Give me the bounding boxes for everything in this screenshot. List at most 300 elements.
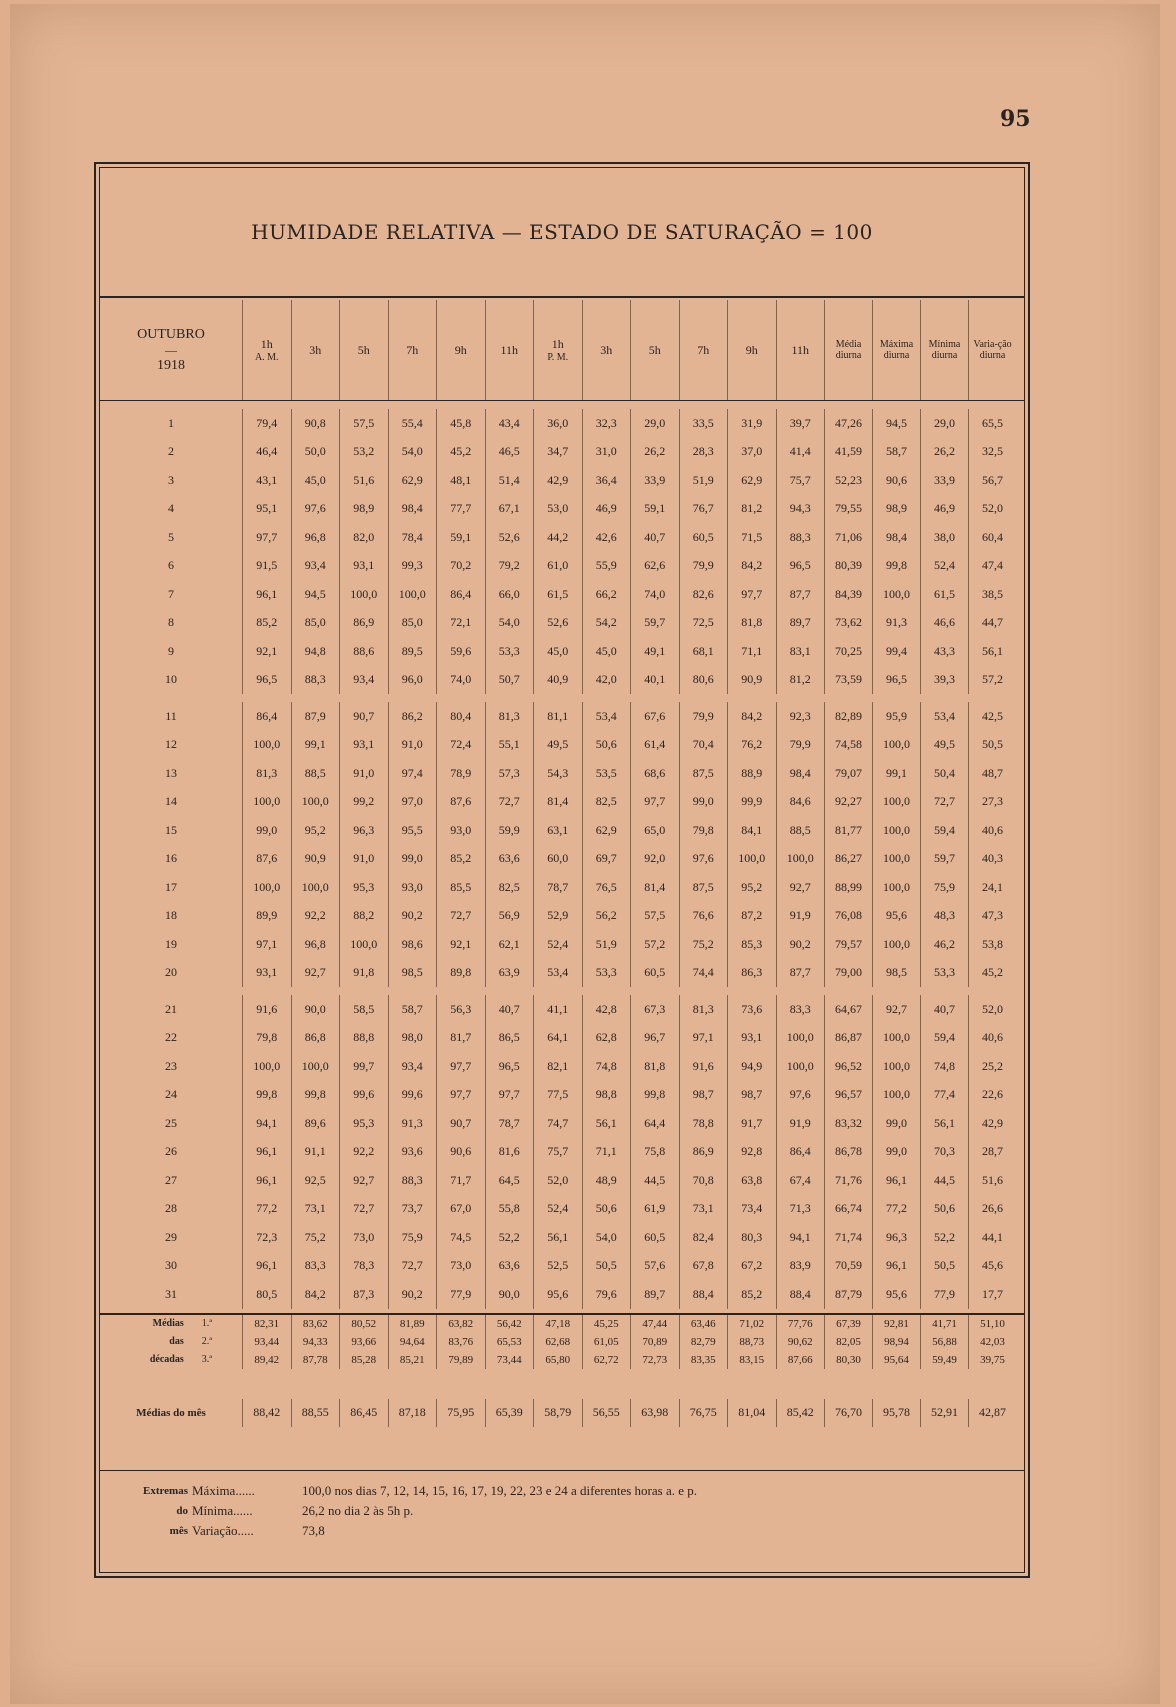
table-cell: 91,9 (776, 1109, 825, 1138)
row-label: 1 (168, 415, 174, 430)
table-row (100, 552, 1025, 581)
table-cell: 100,0 (727, 845, 776, 874)
table-cell: 34,7 (533, 438, 582, 467)
table-cell: 97,6 (291, 495, 340, 524)
decade-word: das (169, 1336, 184, 1347)
table-cell: 70,3 (920, 1138, 968, 1167)
row-label: 31 (165, 1286, 177, 1301)
table-cell: 80,6 (679, 666, 728, 695)
table-cell: 92,2 (291, 902, 340, 931)
table-cell: 90,7 (339, 702, 388, 731)
table-cell: 62,9 (582, 816, 631, 845)
maxima-header: Máxima diurna (872, 300, 920, 400)
table-cell: 42,5 (968, 702, 1016, 731)
table-cell: 88,2 (339, 902, 388, 931)
row-label: 30 (165, 1258, 177, 1273)
table-cell: 96,3 (339, 816, 388, 845)
table-cell: 79,57 (824, 930, 872, 959)
table-cell: 46,6 (920, 609, 968, 638)
row-label: 29 (165, 1229, 177, 1244)
table-cell: 88,55 (291, 1399, 340, 1428)
table-cell: 96,0 (388, 666, 437, 695)
table-cell: 80,4 (436, 702, 485, 731)
hour-label: 11h (500, 342, 519, 357)
table-cell: 87,3 (339, 1280, 388, 1309)
table-cell: 79,00 (824, 959, 872, 988)
table-cell: 45,0 (582, 637, 631, 666)
table-cell: 100,0 (339, 580, 388, 609)
decade-cell: 94,33 (291, 1333, 340, 1351)
table-cell: 88,3 (291, 666, 340, 695)
decade-ordinal: 2.ª (201, 1336, 212, 1347)
decade-cell: 41,71 (920, 1315, 968, 1333)
table-cell: 53,3 (485, 637, 534, 666)
table-cell: 61,9 (630, 1195, 679, 1224)
table-cell: 72,7 (485, 788, 534, 817)
extreme-row (100, 1521, 1025, 1541)
hour-label: 7h (406, 342, 419, 357)
table-cell: 92,7 (872, 995, 920, 1024)
decade-cell: 88,73 (727, 1333, 776, 1351)
table-cell: 58,7 (872, 438, 920, 467)
table-cell: 91,0 (339, 845, 388, 874)
table-cell: 79,55 (824, 495, 872, 524)
table-cell: 86,9 (679, 1138, 728, 1167)
table-cell: 77,5 (533, 1081, 582, 1110)
table-cell: 27,3 (968, 788, 1016, 817)
table-cell: 54,0 (388, 438, 437, 467)
hour-header-7 (533, 300, 582, 400)
table-cell: 72,5 (679, 609, 728, 638)
decade-cell: 85,28 (339, 1351, 388, 1369)
table-cell: 64,1 (533, 1024, 582, 1053)
table-cell: 97,7 (630, 788, 679, 817)
row-label: 17 (165, 879, 177, 894)
table-cell: 45,2 (968, 959, 1016, 988)
table-cell: 59,1 (630, 495, 679, 524)
table-cell: 88,6 (339, 637, 388, 666)
table-cell: 70,2 (436, 552, 485, 581)
table-frame-inner (99, 167, 1025, 1573)
table-cell: 96,1 (242, 1252, 291, 1281)
table-cell: 86,2 (388, 702, 437, 731)
table-cell: 75,95 (436, 1399, 485, 1428)
hour-label: 1h (260, 337, 273, 351)
table-cell: 44,1 (968, 1223, 1016, 1252)
row-label: 11 (165, 708, 177, 723)
hour-label: 5h (648, 342, 661, 357)
table-cell: 91,0 (388, 731, 437, 760)
table-cell: 67,4 (776, 1166, 825, 1195)
table-cell: 42,0 (582, 666, 631, 695)
table-cell: 70,8 (679, 1166, 728, 1195)
table-cell: 57,2 (968, 666, 1016, 695)
table-cell: 92,27 (824, 788, 872, 817)
table-cell: 100,0 (291, 873, 340, 902)
table-cell: 52,5 (533, 1252, 582, 1281)
table-cell: 88,4 (776, 1280, 825, 1309)
table-cell: 56,55 (582, 1399, 631, 1428)
table-frame (94, 162, 1030, 1578)
decade-cell: 73,44 (485, 1351, 534, 1369)
table-cell: 99,6 (339, 1081, 388, 1110)
table-cell: 51,9 (582, 930, 631, 959)
table-cell: 98,4 (388, 495, 437, 524)
table-cell: 75,9 (920, 873, 968, 902)
table-cell: 62,6 (630, 552, 679, 581)
extreme-key: Máxima...... (192, 1483, 255, 1498)
table-cell: 53,8 (968, 930, 1016, 959)
table-cell: 96,1 (872, 1166, 920, 1195)
table-cell: 50,6 (920, 1195, 968, 1224)
decade-cell: 59,49 (920, 1351, 968, 1369)
table-row (100, 816, 1025, 845)
page-number: 95 (1000, 106, 1031, 132)
table-cell: 97,1 (242, 930, 291, 959)
table-cell: 54,0 (582, 1223, 631, 1252)
table-cell: 88,9 (727, 759, 776, 788)
row-label: 15 (165, 822, 177, 837)
table-cell: 43,3 (920, 637, 968, 666)
table-cell: 100,0 (776, 1024, 825, 1053)
table-cell: 100,0 (872, 816, 920, 845)
table-cell: 68,6 (630, 759, 679, 788)
table-cell: 62,1 (485, 930, 534, 959)
table-cell: 81,3 (679, 995, 728, 1024)
table-cell: 91,9 (776, 902, 825, 931)
decade-cell: 61,05 (582, 1333, 631, 1351)
table-cell: 41,4 (776, 438, 825, 467)
table-cell: 98,6 (388, 930, 437, 959)
row-label: 6 (168, 558, 174, 573)
table-cell: 55,8 (485, 1195, 534, 1224)
table-title: HUMIDADE RELATIVA — ESTADO DE SATURAÇÃO = 100 (251, 220, 873, 244)
table-cell: 92,1 (242, 637, 291, 666)
table-cell: 52,9 (533, 902, 582, 931)
table-cell: 95,3 (339, 1109, 388, 1138)
table-cell: 56,9 (485, 902, 534, 931)
table-cell: 85,2 (727, 1280, 776, 1309)
table-cell: 90,6 (872, 466, 920, 495)
table-cell: 86,78 (824, 1138, 872, 1167)
table-cell: 86,4 (436, 580, 485, 609)
table-cell: 81,1 (533, 702, 582, 731)
table-cell: 71,1 (582, 1138, 631, 1167)
extreme-value: 73,8 (302, 1523, 325, 1538)
table-cell: 46,9 (582, 495, 631, 524)
table-cell: 85,5 (436, 873, 485, 902)
media-header: Média diurna (824, 300, 872, 400)
table-cell: 59,4 (920, 1024, 968, 1053)
table-cell: 96,57 (824, 1081, 872, 1110)
table-cell: 89,6 (291, 1109, 340, 1138)
table-cell: 43,1 (242, 466, 291, 495)
am-label: A. M. (254, 352, 279, 363)
table-cell: 83,3 (776, 995, 825, 1024)
table-cell: 55,9 (582, 552, 631, 581)
table-cell: 17,7 (968, 1280, 1016, 1309)
table-cell: 77,9 (436, 1280, 485, 1309)
table-cell: 82,1 (533, 1052, 582, 1081)
table-cell: 92,1 (436, 930, 485, 959)
table-cell: 93,1 (339, 731, 388, 760)
table-cell: 70,59 (824, 1252, 872, 1281)
table-cell: 64,5 (485, 1166, 534, 1195)
table-row (100, 1024, 1025, 1053)
table-cell: 93,4 (388, 1052, 437, 1081)
table-cell: 81,8 (727, 609, 776, 638)
table-cell: 59,7 (920, 845, 968, 874)
decade-cell: 95,64 (872, 1351, 920, 1369)
table-cell: 60,4 (968, 523, 1016, 552)
table-cell: 26,6 (968, 1195, 1016, 1224)
table-cell: 86,27 (824, 845, 872, 874)
table-cell: 97,7 (436, 1081, 485, 1110)
table-cell: 71,7 (436, 1166, 485, 1195)
table-cell: 82,0 (339, 523, 388, 552)
table-cell: 84,2 (291, 1280, 340, 1309)
table-cell: 94,3 (776, 495, 825, 524)
table-row (100, 1138, 1025, 1167)
table-cell: 88,3 (388, 1166, 437, 1195)
table-cell: 90,9 (291, 845, 340, 874)
table-cell: 92,2 (339, 1138, 388, 1167)
table-cell: 73,6 (727, 995, 776, 1024)
table-cell: 79,4 (242, 409, 291, 438)
decade-cell: 47,18 (533, 1315, 582, 1333)
table-cell: 77,2 (872, 1195, 920, 1224)
decade-cell: 87,78 (291, 1351, 340, 1369)
table-cell: 73,62 (824, 609, 872, 638)
table-cell: 86,45 (339, 1399, 388, 1428)
table-cell: 93,1 (242, 959, 291, 988)
table-row (100, 930, 1025, 959)
table-cell: 79,9 (679, 702, 728, 731)
table-row (100, 637, 1025, 666)
table-cell: 96,1 (872, 1252, 920, 1281)
table-cell: 59,9 (485, 816, 534, 845)
table-cell: 40,6 (968, 1024, 1016, 1053)
table-cell: 59,4 (920, 816, 968, 845)
table-cell: 100,0 (776, 845, 825, 874)
hour-header-12 (776, 300, 825, 400)
table-cell: 78,9 (436, 759, 485, 788)
decade-cell: 83,35 (679, 1351, 728, 1369)
table-cell: 42,6 (582, 523, 631, 552)
hour-label: 3h (600, 342, 613, 357)
table-cell: 96,8 (291, 523, 340, 552)
table-cell: 94,5 (872, 409, 920, 438)
table-cell: 93,4 (339, 666, 388, 695)
pm-label: P. M. (547, 352, 569, 363)
table-cell: 80,39 (824, 552, 872, 581)
hour-header-8 (582, 300, 631, 400)
table-cell: 40,3 (968, 845, 1016, 874)
table-cell: 91,5 (242, 552, 291, 581)
table-cell: 69,7 (582, 845, 631, 874)
table-cell: 86,5 (485, 1024, 534, 1053)
table-cell: 71,3 (776, 1195, 825, 1224)
month-extremes (100, 1470, 1025, 1541)
table-cell: 41,1 (533, 995, 582, 1024)
decade-cell: 71,02 (727, 1315, 776, 1333)
table-cell: 40,1 (630, 666, 679, 695)
table-cell: 99,1 (872, 759, 920, 788)
table-cell: 81,3 (242, 759, 291, 788)
table-cell: 95,3 (339, 873, 388, 902)
table-cell: 99,0 (242, 816, 291, 845)
row-label: 4 (168, 501, 174, 516)
table-cell: 57,5 (630, 902, 679, 931)
table-cell: 57,2 (630, 930, 679, 959)
table-cell: 25,2 (968, 1052, 1016, 1081)
decade-cell: 79,89 (436, 1351, 485, 1369)
decade-cell: 63,46 (679, 1315, 728, 1333)
table-cell: 71,76 (824, 1166, 872, 1195)
table-cell: 37,0 (727, 438, 776, 467)
table-cell: 90,2 (388, 1280, 437, 1309)
table-cell: 87,5 (679, 873, 728, 902)
table-cell: 95,78 (872, 1399, 920, 1428)
table-cell: 52,6 (485, 523, 534, 552)
decade-cell: 63,82 (436, 1315, 485, 1333)
table-cell: 72,7 (388, 1252, 437, 1281)
table-cell: 76,5 (582, 873, 631, 902)
table-cell: 73,0 (436, 1252, 485, 1281)
table-cell: 79,6 (582, 1280, 631, 1309)
table-cell: 91,7 (727, 1109, 776, 1138)
table-cell: 45,8 (436, 409, 485, 438)
table-row (100, 438, 1025, 467)
table-cell: 55,4 (388, 409, 437, 438)
table-cell: 67,3 (630, 995, 679, 1024)
table-cell: 95,6 (872, 1280, 920, 1309)
table-cell: 90,7 (436, 1109, 485, 1138)
table-cell: 98,4 (872, 523, 920, 552)
table-cell: 96,1 (242, 580, 291, 609)
table-cell: 42,87 (968, 1399, 1016, 1428)
table-cell: 53,3 (582, 959, 631, 988)
table-cell: 38,5 (968, 580, 1016, 609)
decade-cell: 92,81 (872, 1315, 920, 1333)
row-label: 19 (165, 936, 177, 951)
table-cell: 96,1 (242, 1138, 291, 1167)
table-cell: 76,6 (679, 902, 728, 931)
table-row (100, 759, 1025, 788)
table-cell: 61,0 (533, 552, 582, 581)
table-cell: 53,5 (582, 759, 631, 788)
table-cell: 54,0 (485, 609, 534, 638)
table-cell: 72,7 (436, 902, 485, 931)
table-cell: 88,5 (291, 759, 340, 788)
table-row (100, 1052, 1025, 1081)
table-cell: 84,6 (776, 788, 825, 817)
table-cell: 78,3 (339, 1252, 388, 1281)
table-cell: 76,2 (727, 731, 776, 760)
hour-header-1 (242, 300, 291, 400)
table-cell: 63,1 (533, 816, 582, 845)
month-mean-row (100, 1399, 1025, 1428)
table-cell: 74,0 (436, 666, 485, 695)
table-cell: 88,4 (679, 1280, 728, 1309)
table-cell: 28,7 (968, 1138, 1016, 1167)
table-cell: 67,0 (436, 1195, 485, 1224)
table-cell: 85,2 (242, 609, 291, 638)
table-cell: 90,2 (776, 930, 825, 959)
table-cell: 44,2 (533, 523, 582, 552)
table-cell: 86,87 (824, 1024, 872, 1053)
table-cell: 33,5 (679, 409, 728, 438)
row-label: 23 (165, 1058, 177, 1073)
extreme-row (100, 1481, 1025, 1501)
variacao-header: Varia-ção diurna (968, 300, 1016, 400)
hour-header-3 (339, 300, 388, 400)
table-cell: 57,5 (339, 409, 388, 438)
table-cell: 50,0 (291, 438, 340, 467)
row-label: 21 (165, 1001, 177, 1016)
decades-block (100, 1313, 1025, 1369)
table-cell: 61,4 (630, 731, 679, 760)
table-cell: 59,1 (436, 523, 485, 552)
table-cell: 95,6 (872, 902, 920, 931)
table-cell: 96,5 (242, 666, 291, 695)
table-cell: 99,3 (388, 552, 437, 581)
row-label: 22 (165, 1030, 177, 1045)
table-cell: 56,1 (582, 1109, 631, 1138)
table-row (100, 995, 1025, 1024)
table-cell: 56,1 (533, 1223, 582, 1252)
table-cell: 61,5 (920, 580, 968, 609)
decade-cell: 72,73 (630, 1351, 679, 1369)
table-cell: 71,1 (727, 637, 776, 666)
table-cell: 82,5 (582, 788, 631, 817)
table-cell: 84,2 (727, 552, 776, 581)
decade-ordinal: 1.ª (201, 1318, 212, 1329)
table-cell: 88,5 (776, 816, 825, 845)
table-cell: 82,6 (679, 580, 728, 609)
hour-label: 9h (454, 342, 467, 357)
table-cell: 46,2 (920, 930, 968, 959)
table-cell: 87,5 (679, 759, 728, 788)
table-cell: 45,6 (968, 1252, 1016, 1281)
table-cell: 98,8 (582, 1081, 631, 1110)
table-cell: 99,6 (388, 1081, 437, 1110)
table-cell: 96,5 (776, 552, 825, 581)
table-cell: 75,2 (291, 1223, 340, 1252)
table-cell: 89,7 (630, 1280, 679, 1309)
table-cell: 36,0 (533, 409, 582, 438)
table-cell: 51,6 (339, 466, 388, 495)
table-cell: 45,2 (436, 438, 485, 467)
table-cell: 74,8 (920, 1052, 968, 1081)
decade-word: décadas (149, 1354, 184, 1365)
table-cell: 54,3 (533, 759, 582, 788)
hour-label: 7h (697, 342, 710, 357)
decade-cell: 39,75 (968, 1351, 1016, 1369)
table-cell: 94,8 (291, 637, 340, 666)
decade-cell: 93,66 (339, 1333, 388, 1351)
table-cell: 76,08 (824, 902, 872, 931)
table-cell: 65,39 (485, 1399, 534, 1428)
table-cell: 100,0 (872, 731, 920, 760)
table-cell: 92,0 (630, 845, 679, 874)
row-label: 10 (165, 672, 177, 687)
table-cell: 98,9 (339, 495, 388, 524)
decade-cell: 56,88 (920, 1333, 968, 1351)
table-cell: 85,2 (436, 845, 485, 874)
table-cell: 96,52 (824, 1052, 872, 1081)
table-cell: 92,7 (339, 1166, 388, 1195)
